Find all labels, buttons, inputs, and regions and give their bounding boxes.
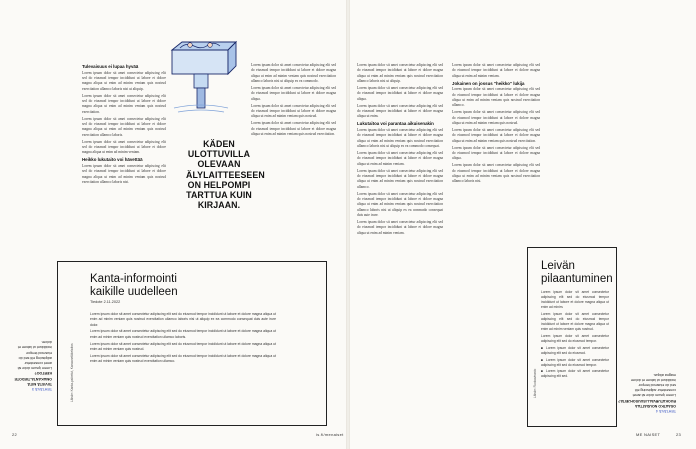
footer-url: is.fi/menaiset: [316, 432, 344, 437]
paragraph: Lorem ipsum dolor sit amet consectetur adipiscing elit sed do eiusmod tempor incididunt ut labore et dolore magna aliqua ut enim ad minim veniam quis nostrud exercitation ullamco.: [90, 353, 276, 364]
right-column-1: [357, 63, 443, 238]
bullet-item: ■ Lorem ipsum dolor sit amet consectetur adipiscing elit sed do eiusmod tempor.: [541, 357, 609, 367]
paragraph: Lorem ipsum dolor sit amet consectetur adipiscing elit sed do eiusmod tempor incididunt ut labore et dolore magna aliqua.: [357, 85, 443, 101]
paragraph: Lorem ipsum dolor sit amet consectetur adipiscing elit sed do eiusmod tempor incididunt ut labore et dolore magna aliqua ut enim ad minim veniam quis nostrud exercitation ullamco laboris nisi ut aliquip ex ea commodo.: [251, 63, 336, 84]
subheading: Jokainen on jossus "heikko" lukija: [452, 80, 525, 86]
paragraph: Lorem ipsum dolor sit amet consectetur adipiscing elit sed do eiusmod tempor.: [541, 333, 609, 344]
paragraph: Lorem ipsum dolor sit amet consectetur adipiscing elit sed do eiusmod tempor incididunt ut labore et dolore magna aliqua ut enim ad minim veniam quis nostrud.: [251, 103, 336, 119]
right-column-2: [452, 63, 540, 186]
task-4-panel: [618, 298, 676, 413]
box-body: [90, 312, 276, 366]
box-title: [541, 260, 613, 286]
spread-gutter: [346, 0, 350, 449]
paragraph: Lorem ipsum dolor sit amet consectetur adipiscing elit sed do eiusmod tempor incididunt ut labore et dolore magna aliqua ut enim ad minim veniam quis nostrud exercitation ullamco laboris nisi ut aliquip ex ea commodo consequat.: [357, 128, 443, 149]
paragraph: Lorem ipsum dolor sit amet consectetur adipiscing elit sed do eiusmod tempor incididunt ut labore et dolore magna aliqua ut enim ad minim.: [541, 290, 609, 310]
paragraph: Lorem ipsum dolor sit amet consectetur adipiscing elit sed do eiusmod tempor incididunt ut labore et dolore magna aliqua ut enim ad minim veniam quis nostrud exercitation ullamco laboris nisi ut aliquip ex ea commodo consequat duis aute irure dolor.: [90, 312, 276, 327]
page-number: 23: [676, 432, 682, 437]
box-title-line: Kanta-informointi: [90, 273, 177, 285]
paragraph: Lorem ipsum dolor sit amet consectetur adipiscing elit sed do eiusmod tempor incididunt ut labore et dolore magna aliqua ut enim ad minim veniam quis nostrud exercitation ullamco laboris nisi ut aliquip.: [82, 70, 166, 91]
box-title: [90, 273, 178, 299]
bullet-item: ■ Lorem ipsum dolor sit amet consectetur adipiscing elit sed do eiusmod.: [541, 345, 609, 355]
paragraph: Lorem ipsum dolor sit amet consectetur adipiscing elit sed do eiusmod tempor incididunt ut labore et dolore magna aliqua ut enim ad minim veniam quis nostrud.: [90, 341, 276, 351]
paragraph: Lorem ipsum dolor sit amet consectetur adipiscing elit sed do eiusmod tempor incididunt ut labore et dolore magna aliqua ut enim ad minim veniam.: [452, 63, 540, 78]
paragraph: Lorem ipsum dolor sit amet consectetur adipiscing elit sed do eiusmod tempor incididunt ut labore et dolore magna aliqua ut enim ad minim veniam.: [357, 150, 443, 166]
left-column-1: [82, 63, 166, 187]
subheading: Lukutaitoa voi parantaa aikuisenakin: [357, 121, 434, 127]
paragraph: Lorem ipsum dolor sit amet consectetur adipiscing elit sed do eiusmod tempor incididunt ut labore et dolore magna aliqua ut enim ad minim veniam quis nostrud exercitation ullamco.: [452, 87, 540, 108]
box-side-credit: Lähde: Kanta-palvelut, Kansaneläkelaitos: [70, 343, 74, 402]
box-date: Tiedote 2.11.2022: [90, 300, 121, 304]
paragraph: Lorem ipsum dolor sit amet consectetur adipiscing elit sed do eiusmod tempor incididunt ut labore et dolore magna aliqua ut enim ad minim veniam quis nostrud exercitation ullamco laboris nisi ut aliquip.: [357, 63, 443, 84]
pull-quote: KÄDEN ULOTTUVILLA OLEVAAN ÄLYLAITTEESEEN ON HELPOMPI TARTTUA KUIN KIRJAAN.: [186, 139, 265, 211]
paragraph: Lorem ipsum dolor sit amet consectetur adipiscing elit sed do eiusmod tempor incididunt ut labore et dolore magna aliqua ut enim ad minim veniam quis nostrud exercitation.: [452, 128, 540, 143]
box-title-line: kaikille uudelleen: [90, 285, 178, 298]
magazine-name: ME NAISET: [636, 432, 661, 437]
kanta-info-box: [57, 261, 327, 426]
subheading: Heikko lukutaito voi hävettää: [82, 157, 143, 163]
paragraph: Lorem ipsum dolor sit amet consectetur adipiscing elit sed do eiusmod tempor incididunt ut labore et dolore magna aliqua ut enim ad minim veniam.: [82, 139, 166, 155]
bullet-item: ■ Lorem ipsum dolor sit amet consectetur adipiscing elit sed.: [541, 369, 609, 379]
bathtub-illustration: [166, 36, 240, 122]
paragraph: Lorem ipsum dolor sit amet consectetur adipiscing elit sed do eiusmod tempor incididunt ut labore et dolore magna aliqua.: [251, 85, 336, 101]
box-body: [541, 290, 609, 381]
paragraph: Lorem ipsum dolor sit amet consectetur adipiscing elit sed do eiusmod tempor incididunt ut labore et dolore magna aliqua ut enim ad minim veniam quis nostrud exercitation ullamco.: [357, 168, 443, 189]
task-heading: TIIVISTÄ MITÄ OMAKANTA-TIEDOTE KERTOO?: [14, 371, 52, 386]
task-label: TEHTÄVÄ 4: [656, 409, 676, 413]
box-title-line: pilaantuminen: [541, 272, 613, 285]
subheading: Tulevaisuus ei lupaa hyvää: [82, 64, 139, 69]
task-label: TEHTÄVÄ 3: [32, 387, 52, 391]
paragraph: Lorem ipsum dolor sit amet consectetur adipiscing elit sed do eiusmod tempor incididunt ut labore et dolore magna aliqua ut enim ad minim veniam quis nostrud exercitation ullamco laboris.: [82, 116, 166, 137]
paragraph: Lorem ipsum dolor sit amet consectetur adipiscing elit sed do eiusmod tempor incididunt ut labore et dolore magna aliqua ut enim ad minim veniam quis nostrud exercitation ullamco laboris nisi.: [452, 163, 540, 184]
paragraph: Lorem ipsum dolor sit amet consectetur adipiscing elit sed do eiusmod tempor incididunt ut labore et dolore magna aliqua ut enim ad minim veniam quis nostrud exercitation.: [82, 93, 166, 114]
paragraph: Lorem ipsum dolor sit amet consectetur adipiscing elit sed do eiusmod tempor incididunt ut labore et dolore magna aliqua ut enim ad minim veniam quis nostrud exercitation ullamco laboris.: [90, 329, 276, 339]
task-3-panel: [14, 317, 52, 391]
task-body: Lorem ipsum dolor sit amet consectetur adipiscing elit sed do eiusmod tempor incididunt ut labore et dolore.: [17, 340, 52, 371]
box-side-credit: Lähde: Ruokavirasto: [533, 368, 537, 398]
paragraph: Lorem ipsum dolor sit amet consectetur adipiscing elit sed do eiusmod tempor incididunt ut labore et dolore magna aliqua ut enim ad minim veniam quis nostrud.: [541, 311, 609, 332]
paragraph: Lorem ipsum dolor sit amet consectetur adipiscing elit sed do eiusmod tempor incididunt ut labore et dolore magna aliqua ut enim.: [357, 103, 443, 119]
box-title-line: Leivän: [541, 260, 575, 272]
bread-spoilage-box: [527, 247, 617, 427]
page-number: 22: [12, 432, 18, 437]
left-column-2: [251, 63, 336, 139]
paragraph: Lorem ipsum dolor sit amet consectetur adipiscing elit sed do eiusmod tempor incididunt ut labore et dolore magna aliqua.: [452, 145, 540, 161]
paragraph: Lorem ipsum dolor sit amet consectetur adipiscing elit sed do eiusmod tempor incididunt ut labore et dolore magna aliqua ut enim ad minim veniam.: [357, 219, 443, 235]
paragraph: Lorem ipsum dolor sit amet consectetur adipiscing elit sed do eiusmod tempor incididunt ut labore et dolore magna aliqua ut enim ad minim veniam quis nostrud exercitation ullamco laboris nisi ut aliquip ex ea commodo consequat duis aute irure.: [357, 191, 443, 217]
paragraph: Lorem ipsum dolor sit amet consectetur adipiscing elit sed do eiusmod tempor incididunt ut labore et dolore magna aliqua ut enim ad minim veniam quis nostrud exercitation.: [251, 121, 336, 136]
task-body: Lorem ipsum dolor sit amet consectetur adipiscing elit sed do eiusmod tempor incididunt ut labore et dolore magna aliqua.: [630, 372, 676, 398]
paragraph: Lorem ipsum dolor sit amet consectetur adipiscing elit sed do eiusmod tempor incididunt ut labore et dolore magna aliqua ut enim ad minim veniam quis nostrud.: [452, 110, 540, 126]
paragraph: Lorem ipsum dolor sit amet consectetur adipiscing elit sed do eiusmod tempor incididunt ut labore et dolore magna aliqua ut enim ad minim veniam quis nostrud exercitation ullamco laboris nisi.: [82, 164, 166, 185]
task-heading: OSAATKO NOUDATTAA RUOKATURVALLISUUSOHJEITA?: [618, 398, 676, 408]
